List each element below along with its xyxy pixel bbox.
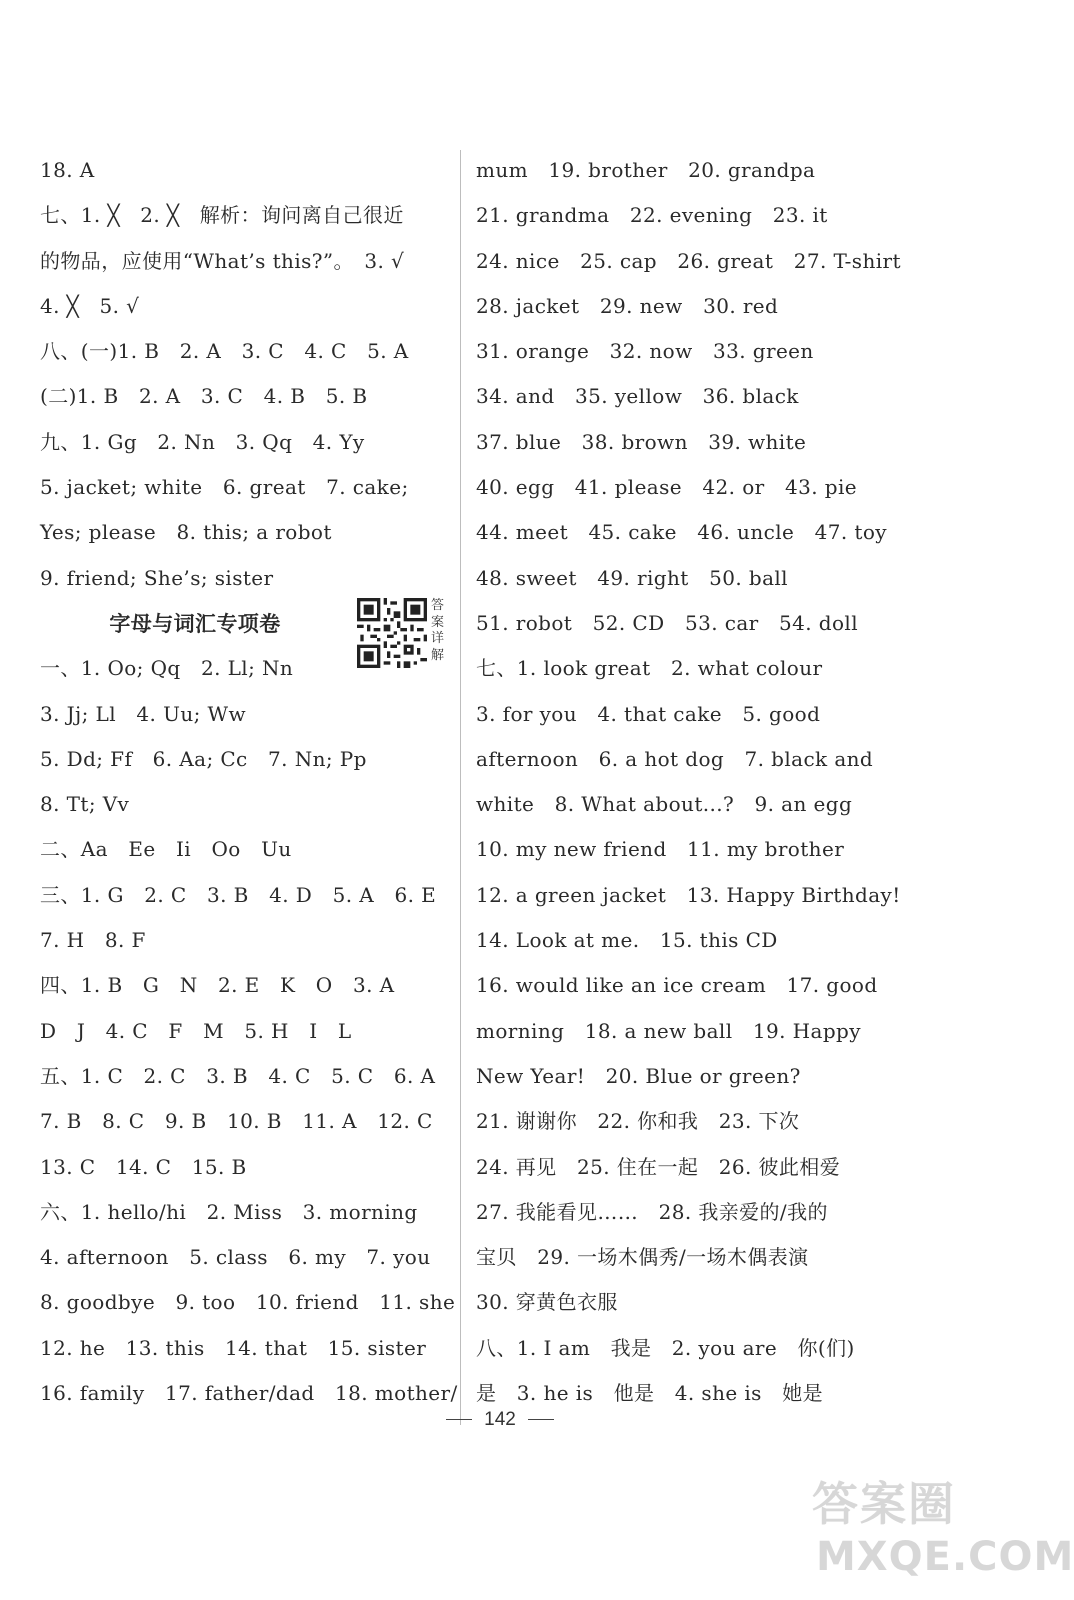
answer-line: 4. afternoon 5. class 6. my 7. you: [40, 1245, 431, 1270]
answer-line: 16. family 17. father/dad 18. mother/: [40, 1381, 458, 1406]
answer-line: 7. B 8. C 9. B 10. B 11. A 12. C: [40, 1109, 433, 1134]
qr-code-label: 答案详解: [431, 598, 445, 663]
answer-line: 五、1. C 2. C 3. B 4. C 5. C 6. A: [40, 1063, 436, 1088]
left-answer-column: [40, 148, 458, 1416]
answer-line: 18. A: [40, 158, 95, 182]
watermark-logo: [812, 1468, 1074, 1593]
answer-line: 34. and 35. yellow 36. black: [476, 384, 799, 409]
answer-line: 8. goodbye 9. too 10. friend 11. she: [40, 1290, 456, 1315]
answer-line: 八、1. I am 我是 2. you are 你(们): [476, 1335, 855, 1360]
answer-line: New Year! 20. Blue or green?: [476, 1063, 801, 1088]
answer-line: 三、1. G 2. C 3. B 4. D 5. A 6. E: [40, 882, 437, 907]
answer-line: 九、1. Gg 2. Nn 3. Qq 4. Yy: [40, 429, 365, 454]
qr-code-icon[interactable]: [357, 598, 427, 668]
answer-line: mum 19. brother 20. grandpa: [476, 158, 816, 182]
section-heading: 字母与词汇专项卷: [109, 610, 281, 636]
right-answer-column: [476, 148, 901, 1416]
answer-line: 40. egg 41. please 42. or 43. pie: [476, 475, 857, 500]
answer-line: 13. C 14. C 15. B: [40, 1154, 247, 1179]
answer-line: afternoon 6. a hot dog 7. black and: [476, 746, 874, 771]
answer-line: morning 18. a new ball 19. Happy: [476, 1018, 861, 1043]
answer-line: 24. nice 25. cap 26. great 27. T-shirt: [476, 248, 901, 273]
answer-line: 4. ╳ 5. √: [40, 293, 140, 318]
answer-line: 3. for you 4. that cake 5. good: [476, 701, 821, 726]
answer-line: 二、Aa Ee Ii Oo Uu: [40, 837, 292, 862]
answer-line: 28. jacket 29. new 30. red: [476, 293, 779, 318]
answer-line: 一、1. Oo; Qq 2. Ll; Nn: [40, 656, 294, 681]
answer-line: 12. a green jacket 13. Happy Birthday!: [476, 882, 901, 907]
dash-right: [528, 1419, 554, 1420]
answer-line: Yes; please 8. this; a robot: [40, 520, 332, 545]
answer-line: 44. meet 45. cake 46. uncle 47. toy: [476, 520, 887, 545]
answer-line: 27. 我能看见…… 28. 我亲爱的/我的: [476, 1199, 828, 1224]
answer-line: 3. Jj; Ll 4. Uu; Ww: [40, 701, 246, 726]
answer-line: 48. sweet 49. right 50. ball: [476, 565, 788, 590]
answer-line: 30. 穿黄色衣服: [476, 1290, 618, 1315]
qr-code-block[interactable]: [357, 598, 452, 668]
answer-line: 31. orange 32. now 33. green: [476, 339, 814, 364]
answer-line: 51. robot 52. CD 53. car 54. doll: [476, 610, 858, 635]
answer-line: 是 3. he is 他是 4. she is 她是: [476, 1381, 824, 1406]
answer-line: 的物品，应使用“What’s this?”。 3. √: [40, 248, 405, 273]
answer-line: 8. Tt; Vv: [40, 792, 130, 817]
answer-line: (二)1. B 2. A 3. C 4. B 5. B: [40, 384, 368, 409]
answer-line: 八、(一)1. B 2. A 3. C 4. C 5. A: [40, 339, 409, 364]
answer-line: 四、1. B G N 2. E K O 3. A: [40, 973, 395, 998]
answer-line: 5. jacket; white 6. great 7. cake;: [40, 475, 409, 500]
answer-line: 5. Dd; Ff 6. Aa; Cc 7. Nn; Pp: [40, 746, 367, 771]
answer-line: 21. 谢谢你 22. 你和我 23. 下次: [476, 1109, 800, 1134]
answer-line: 七、1. ╳ 2. ╳ 解析：询问离自己很近: [40, 203, 404, 228]
watermark-url: MXQE.COM: [816, 1534, 1074, 1580]
answer-line: 24. 再见 25. 住在一起 26. 彼此相爱: [476, 1154, 841, 1179]
answer-line: 37. blue 38. brown 39. white: [476, 429, 807, 454]
answer-line: 16. would like an ice cream 17. good: [476, 973, 878, 998]
dash-left: [446, 1419, 472, 1420]
answer-line: white 8. What about...? 9. an egg: [476, 792, 853, 817]
page-number: [0, 1409, 1000, 1431]
watermark-text: 答案圈: [812, 1477, 956, 1531]
answer-line: D J 4. C F M 5. H I L: [40, 1018, 352, 1043]
answer-line: 宝贝 29. 一场木偶秀/一场木偶表演: [476, 1245, 809, 1270]
answer-line: 七、1. look great 2. what colour: [476, 656, 823, 681]
answer-line: 14. Look at me. 15. this CD: [476, 928, 778, 953]
answer-line: 21. grandma 22. evening 23. it: [476, 203, 828, 228]
answer-line: 12. he 13. this 14. that 15. sister: [40, 1335, 427, 1360]
answer-line: 10. my new friend 11. my brother: [476, 837, 845, 862]
answer-line: 7. H 8. F: [40, 928, 146, 953]
column-divider: [460, 150, 461, 1425]
page-number-text: 142: [484, 1409, 516, 1430]
answer-line: 六、1. hello/hi 2. Miss 3. morning: [40, 1199, 418, 1224]
answer-line: 9. friend; She’s; sister: [40, 565, 274, 590]
